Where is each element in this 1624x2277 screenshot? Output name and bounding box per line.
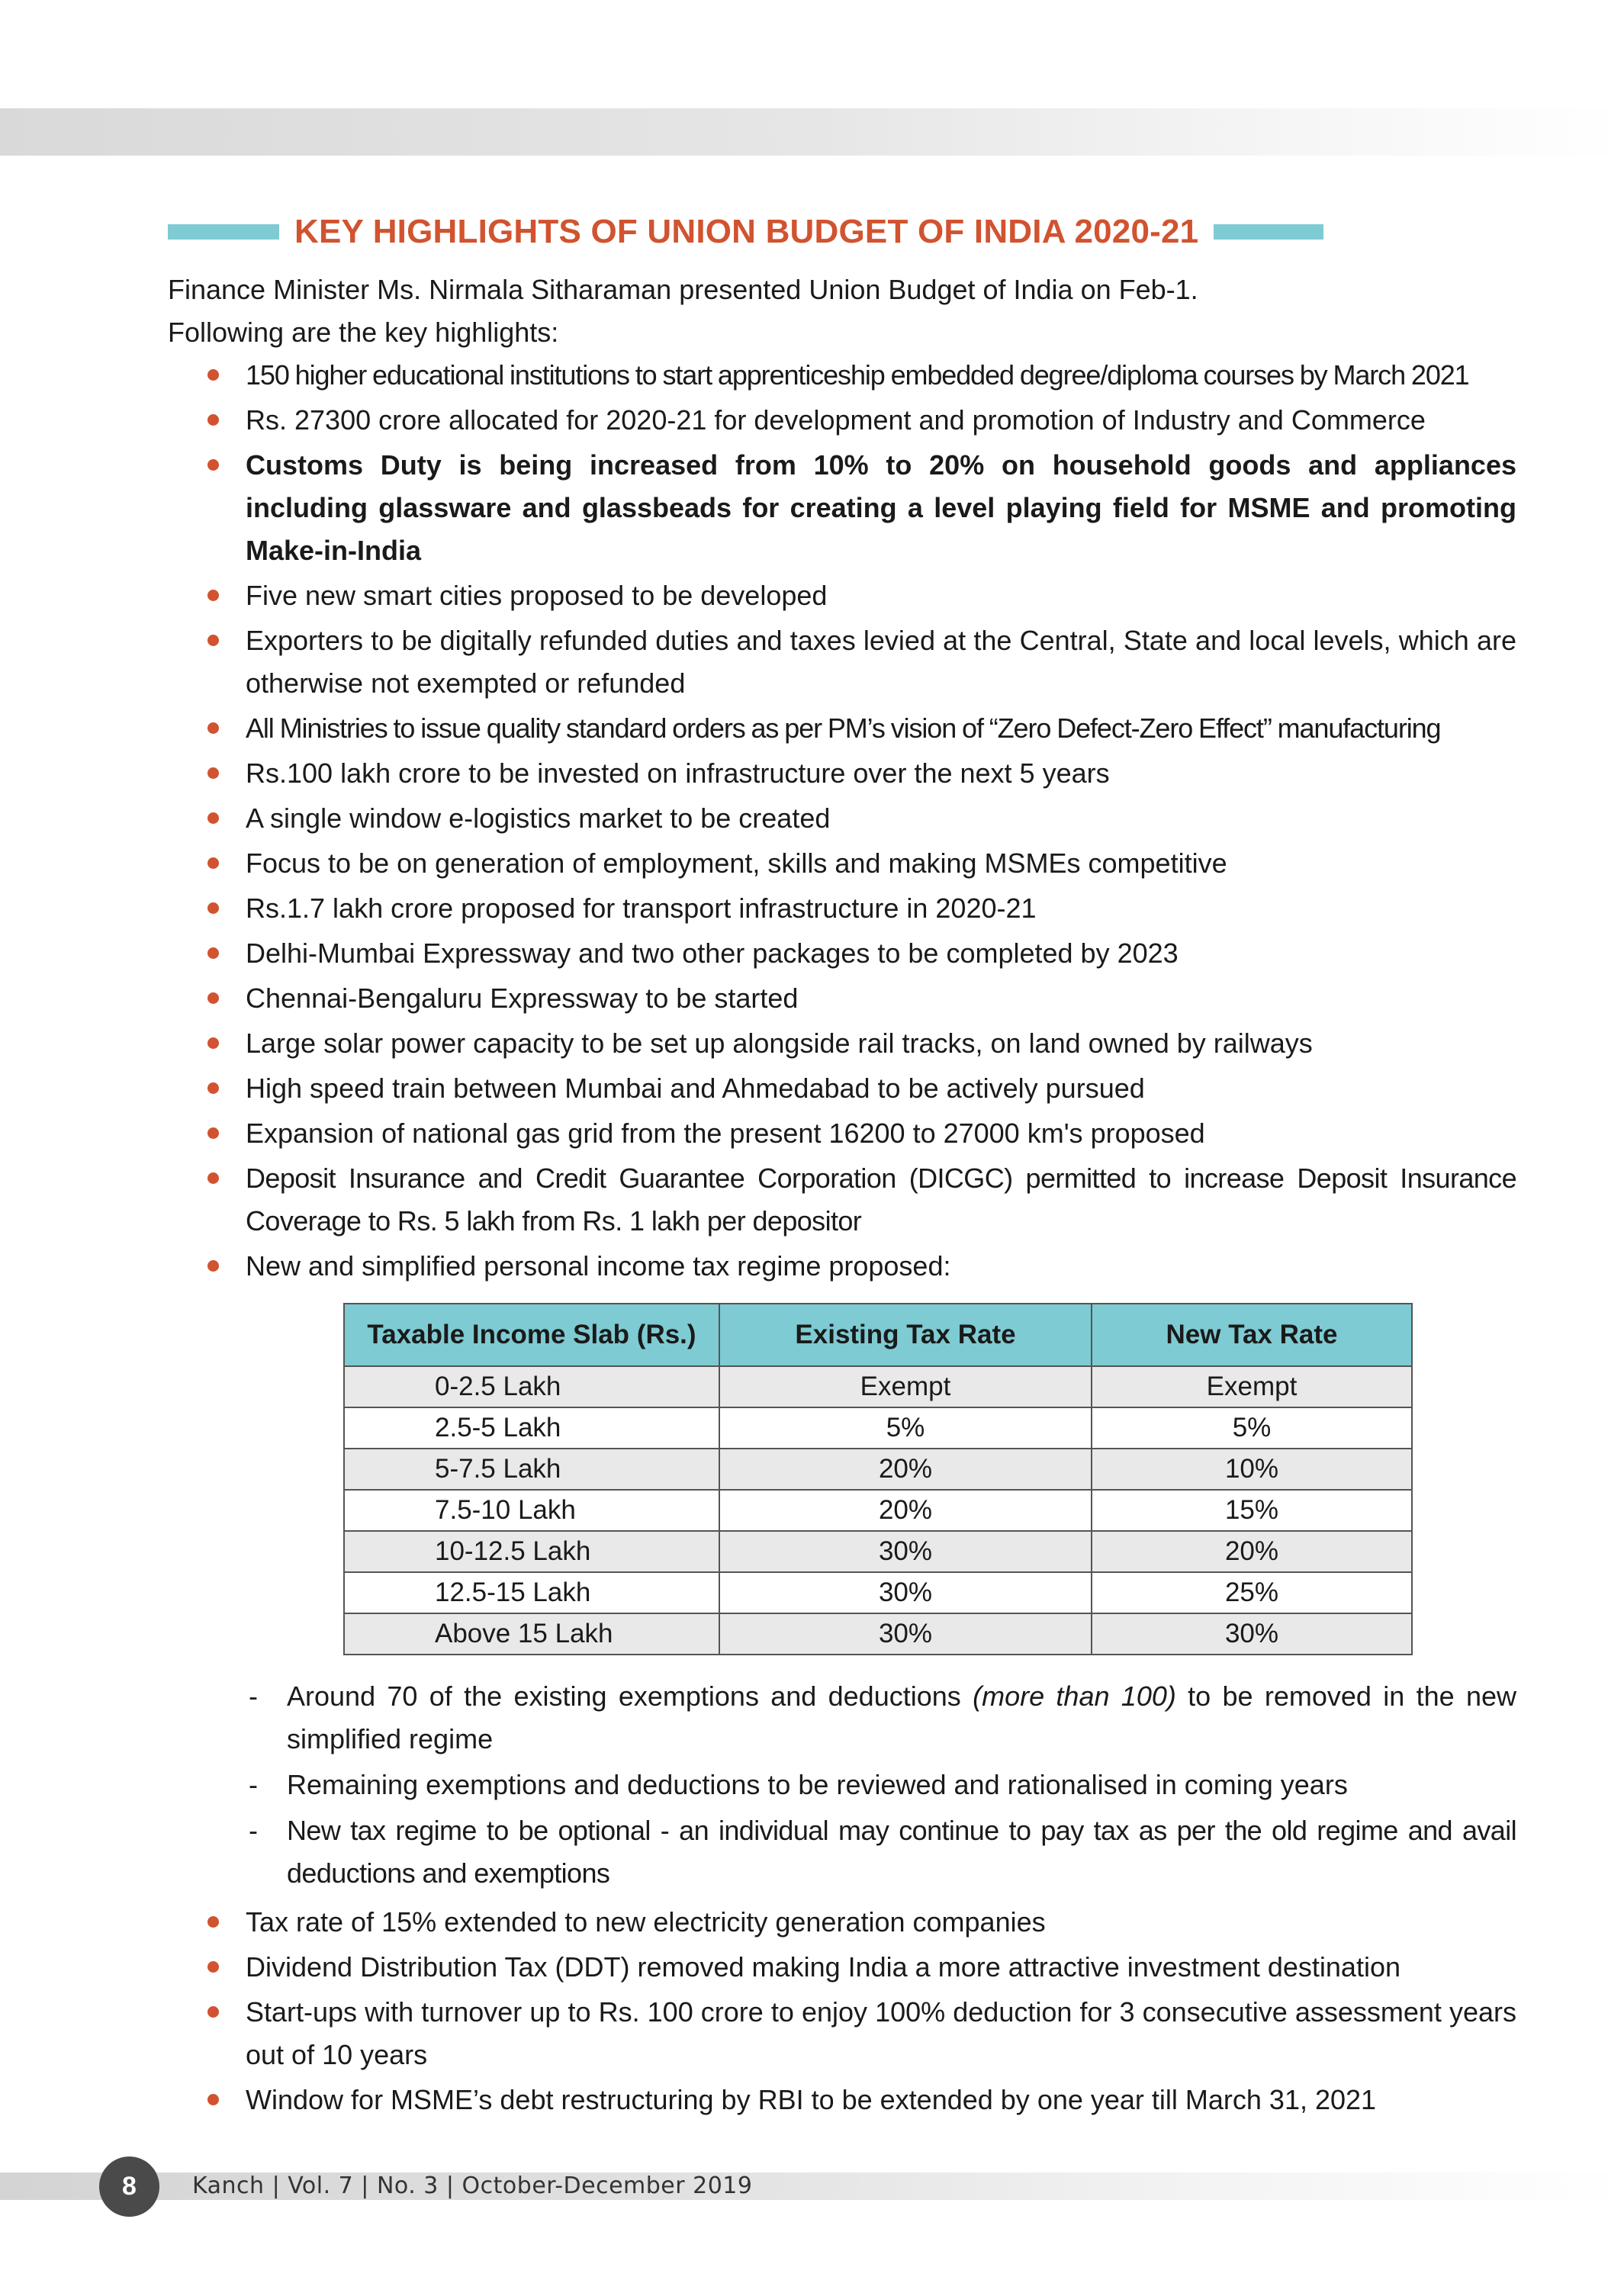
article-body: [168, 269, 1516, 2124]
table-cell: 20%: [719, 1449, 1092, 1490]
table-cell: 30%: [719, 1613, 1092, 1655]
table-row: [344, 1572, 1412, 1613]
column-header: New Tax Rate: [1092, 1304, 1412, 1366]
tax-slab-table: [343, 1303, 1413, 1655]
dash-marker: -: [249, 1815, 258, 1846]
title-bar-left: [168, 224, 279, 240]
list-item: Exporters to be digitally refunded duties and taxes levied at the Central, State and local levels, which are otherwise not exempted or refunded: [168, 619, 1516, 705]
table-cell: Exempt: [719, 1366, 1092, 1407]
table-cell: 15%: [1092, 1490, 1412, 1531]
bullet-icon: [207, 414, 219, 426]
list-item: Delhi-Mumbai Expressway and two other packages to be completed by 2023: [168, 932, 1516, 975]
bullet-icon: [207, 369, 219, 381]
list-item: Rs.100 lakh crore to be invested on infrastructure over the next 5 years: [168, 752, 1516, 795]
list-item: Rs. 27300 crore allocated for 2020-21 for development and promotion of Industry and Commerce: [168, 399, 1516, 442]
list-item: - New tax regime to be optional - an individual may continue to pay tax as per the old regime and avail deductions and exemptions: [168, 1809, 1516, 1895]
column-header: Existing Tax Rate: [719, 1304, 1092, 1366]
table-cell: 30%: [719, 1531, 1092, 1572]
list-item: Customs Duty is being increased from 10% to 20% on household goods and appliances including glassware and glassbeads for creating a level playing field for MSME and promoting Make-in-India: [168, 444, 1516, 572]
title-bar-right: [1214, 224, 1323, 240]
list-item: Large solar power capacity to be set up alongside rail tracks, on land owned by railways: [168, 1022, 1516, 1065]
list-item: Focus to be on generation of employment, skills and making MSMEs competitive: [168, 842, 1516, 885]
bullet-icon: [207, 1260, 219, 1272]
bullet-icon: [207, 1961, 219, 1973]
list-item: Dividend Distribution Tax (DDT) removed making India a more attractive investment destination: [168, 1946, 1516, 1989]
bullet-icon: [207, 2094, 219, 2105]
list-item: High speed train between Mumbai and Ahmedabad to be actively pursued: [168, 1067, 1516, 1110]
bullet-icon: [207, 812, 219, 824]
list-item: Window for MSME’s debt restructuring by RBI to be extended by one year till March 31, 2021: [168, 2079, 1516, 2121]
column-header: Taxable Income Slab (Rs.): [344, 1304, 719, 1366]
table-cell: 0-2.5 Lakh: [344, 1366, 719, 1407]
table-cell: 12.5-15 Lakh: [344, 1572, 719, 1613]
table-row: [344, 1366, 1412, 1407]
table-row: [344, 1613, 1412, 1655]
bullet-icon: [207, 722, 219, 734]
highlights-list: [168, 354, 1516, 1288]
page-title: KEY HIGHLIGHTS OF UNION BUDGET OF INDIA 2020-21: [294, 213, 1199, 250]
table-cell: 20%: [1092, 1531, 1412, 1572]
bullet-icon: [207, 1037, 219, 1049]
table-cell: 20%: [719, 1490, 1092, 1531]
bullet-icon: [207, 635, 219, 646]
bullet-icon: [207, 902, 219, 914]
more-highlights-list: [168, 1901, 1516, 2121]
table-header-row: [344, 1304, 1412, 1366]
table-cell: Exempt: [1092, 1366, 1412, 1407]
list-item: Start-ups with turnover up to Rs. 100 crore to enjoy 100% deduction for 3 consecutive assessment years out of 10 years: [168, 1991, 1516, 2076]
list-item: - Around 70 of the existing exemptions and deductions (more than 100) to be removed in the new simplified regime: [168, 1675, 1516, 1761]
footer-publication: Kanch | Vol. 7 | No. 3 | October-December 2019: [192, 2172, 753, 2199]
table-cell: 5%: [719, 1407, 1092, 1449]
bullet-icon: [207, 1916, 219, 1928]
list-item: Deposit Insurance and Credit Guarantee Corporation (DICGC) permitted to increase Deposit Insurance Coverage to Rs. 5 lakh from Rs. 1 lakh per depositor: [168, 1157, 1516, 1243]
intro-line: Following are the key highlights:: [168, 317, 559, 348]
list-item: Chennai-Bengaluru Expressway to be started: [168, 977, 1516, 1020]
bullet-icon: [207, 857, 219, 869]
table-cell: 10-12.5 Lakh: [344, 1531, 719, 1572]
section-title: [168, 207, 1514, 256]
list-item: Rs.1.7 lakh crore proposed for transport infrastructure in 2020-21: [168, 887, 1516, 930]
dash-marker: -: [249, 1769, 258, 1800]
list-item: New and simplified personal income tax regime proposed:: [168, 1245, 1516, 1288]
list-item: - Remaining exemptions and deductions to be reviewed and rationalised in coming years: [168, 1764, 1516, 1806]
table-cell: 10%: [1092, 1449, 1412, 1490]
bullet-icon: [207, 459, 219, 471]
bullet-icon: [207, 947, 219, 959]
table-cell: 2.5-5 Lakh: [344, 1407, 719, 1449]
bullet-icon: [207, 590, 219, 601]
header-band: [0, 108, 1624, 156]
table-cell: 7.5-10 Lakh: [344, 1490, 719, 1531]
table-cell: 5-7.5 Lakh: [344, 1449, 719, 1490]
page-number-badge: 8: [99, 2156, 159, 2217]
dash-marker: -: [249, 1680, 258, 1712]
sub-points-list: [168, 1675, 1516, 1895]
table-cell: 25%: [1092, 1572, 1412, 1613]
table-cell: Above 15 Lakh: [344, 1613, 719, 1655]
bullet-icon: [207, 992, 219, 1004]
bullet-icon: [207, 1082, 219, 1094]
table-cell: 30%: [719, 1572, 1092, 1613]
table-row: [344, 1490, 1412, 1531]
table-row: [344, 1407, 1412, 1449]
table-cell: 30%: [1092, 1613, 1412, 1655]
list-item: Five new smart cities proposed to be developed: [168, 574, 1516, 617]
table-cell: 5%: [1092, 1407, 1412, 1449]
table-row: [344, 1449, 1412, 1490]
bullet-icon: [207, 1172, 219, 1184]
list-item: All Ministries to issue quality standard orders as per PM’s vision of “Zero Defect-Zero Effect” manufacturing: [168, 707, 1516, 750]
list-item: Expansion of national gas grid from the present 16200 to 27000 km's proposed: [168, 1112, 1516, 1155]
bullet-icon: [207, 767, 219, 779]
intro-line: Finance Minister Ms. Nirmala Sitharaman presented Union Budget of India on Feb-1.: [168, 274, 1198, 305]
list-item: Tax rate of 15% extended to new electricity generation companies: [168, 1901, 1516, 1944]
bullet-icon: [207, 1127, 219, 1139]
table-row: [344, 1531, 1412, 1572]
list-item: A single window e-logistics market to be created: [168, 797, 1516, 840]
list-item: 150 higher educational institutions to start apprenticeship embedded degree/diploma courses by March 2021: [168, 354, 1516, 397]
bullet-icon: [207, 2006, 219, 2018]
